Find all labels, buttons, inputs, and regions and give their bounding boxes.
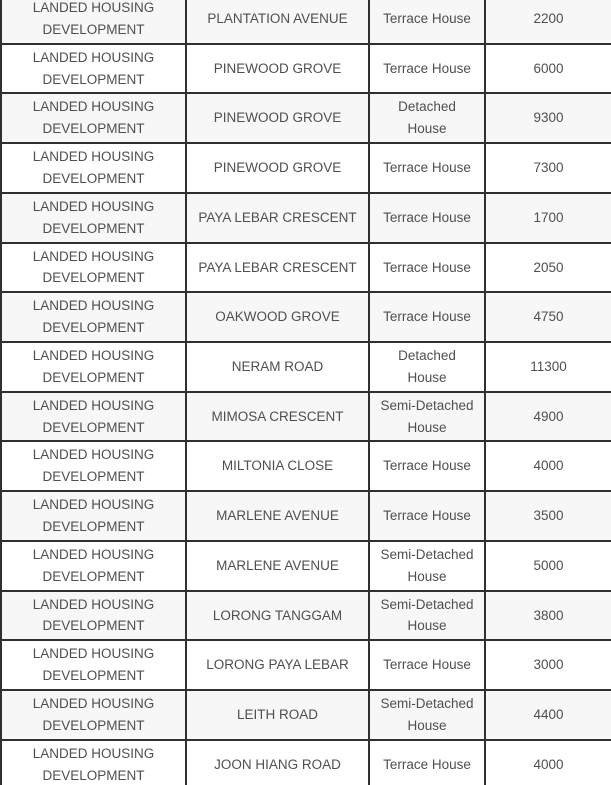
cell-street-name: JOON HIANG ROAD bbox=[186, 740, 369, 785]
cell-value: 9300 bbox=[485, 93, 611, 143]
cell-development-type: LANDED HOUSING DEVELOPMENT bbox=[1, 93, 186, 143]
cell-value: 4750 bbox=[485, 292, 611, 342]
table-row bbox=[1, 292, 611, 342]
table-row bbox=[1, 491, 611, 541]
cell-property-type: Terrace House bbox=[369, 292, 485, 342]
cell-property-type: Terrace House bbox=[369, 193, 485, 243]
cell-property-type: Detached House bbox=[369, 342, 485, 392]
cell-development-type: LANDED HOUSING DEVELOPMENT bbox=[1, 690, 186, 740]
cell-development-type: LANDED HOUSING DEVELOPMENT bbox=[1, 193, 186, 243]
cell-value: 4900 bbox=[485, 392, 611, 442]
table-row bbox=[1, 193, 611, 243]
cell-development-type: LANDED HOUSING DEVELOPMENT bbox=[1, 143, 186, 193]
table-row bbox=[1, 243, 611, 293]
cell-development-type: LANDED HOUSING DEVELOPMENT bbox=[1, 342, 186, 392]
cell-street-name: MILTONIA CLOSE bbox=[186, 441, 369, 491]
table-row bbox=[1, 143, 611, 193]
cell-street-name: MIMOSA CRESCENT bbox=[186, 392, 369, 442]
cell-value: 4000 bbox=[485, 441, 611, 491]
cell-street-name: LEITH ROAD bbox=[186, 690, 369, 740]
cell-development-type: LANDED HOUSING DEVELOPMENT bbox=[1, 640, 186, 690]
cell-property-type: Terrace House bbox=[369, 243, 485, 293]
cell-street-name: NERAM ROAD bbox=[186, 342, 369, 392]
cell-property-type: Semi-Detached House bbox=[369, 541, 485, 591]
cell-street-name: PINEWOOD GROVE bbox=[186, 93, 369, 143]
cell-property-type: Detached House bbox=[369, 93, 485, 143]
cell-property-type: Terrace House bbox=[369, 740, 485, 785]
cell-property-type: Terrace House bbox=[369, 143, 485, 193]
table-body bbox=[1, 0, 611, 785]
table-row bbox=[1, 690, 611, 740]
cell-development-type: LANDED HOUSING DEVELOPMENT bbox=[1, 591, 186, 641]
cell-value: 11300 bbox=[485, 342, 611, 392]
cell-development-type: LANDED HOUSING DEVELOPMENT bbox=[1, 541, 186, 591]
cell-property-type: Terrace House bbox=[369, 640, 485, 690]
table-row bbox=[1, 740, 611, 785]
cell-development-type: LANDED HOUSING DEVELOPMENT bbox=[1, 44, 186, 94]
cell-property-type: Semi-Detached House bbox=[369, 591, 485, 641]
cell-value: 2200 bbox=[485, 0, 611, 44]
table-row bbox=[1, 541, 611, 591]
cell-value: 3800 bbox=[485, 591, 611, 641]
cell-property-type: Semi-Detached House bbox=[369, 690, 485, 740]
table-row bbox=[1, 0, 611, 44]
cell-value: 4000 bbox=[485, 740, 611, 785]
cell-value: 5000 bbox=[485, 541, 611, 591]
table-row bbox=[1, 392, 611, 442]
cell-development-type: LANDED HOUSING DEVELOPMENT bbox=[1, 740, 186, 785]
cell-street-name: LORONG PAYA LEBAR bbox=[186, 640, 369, 690]
cell-value: 4400 bbox=[485, 690, 611, 740]
cell-property-type: Terrace House bbox=[369, 441, 485, 491]
cell-property-type: Semi-Detached House bbox=[369, 392, 485, 442]
cell-street-name: PLANTATION AVENUE bbox=[186, 0, 369, 44]
cell-development-type: LANDED HOUSING DEVELOPMENT bbox=[1, 491, 186, 541]
cell-value: 6000 bbox=[485, 44, 611, 94]
cell-street-name: PAYA LEBAR CRESCENT bbox=[186, 243, 369, 293]
cell-development-type: LANDED HOUSING DEVELOPMENT bbox=[1, 441, 186, 491]
cell-property-type: Terrace House bbox=[369, 0, 485, 44]
cell-development-type: LANDED HOUSING DEVELOPMENT bbox=[1, 392, 186, 442]
table-row bbox=[1, 591, 611, 641]
cell-value: 1700 bbox=[485, 193, 611, 243]
cell-value: 2050 bbox=[485, 243, 611, 293]
cell-street-name: LORONG TANGGAM bbox=[186, 591, 369, 641]
cell-value: 3500 bbox=[485, 491, 611, 541]
cell-development-type: LANDED HOUSING DEVELOPMENT bbox=[1, 292, 186, 342]
cell-property-type: Terrace House bbox=[369, 491, 485, 541]
cell-value: 3000 bbox=[485, 640, 611, 690]
table-row bbox=[1, 441, 611, 491]
table-row bbox=[1, 342, 611, 392]
table-row bbox=[1, 44, 611, 94]
table-row bbox=[1, 640, 611, 690]
cell-development-type: LANDED HOUSING DEVELOPMENT bbox=[1, 243, 186, 293]
cell-street-name: PINEWOOD GROVE bbox=[186, 143, 369, 193]
cell-street-name: MARLENE AVENUE bbox=[186, 541, 369, 591]
cell-street-name: OAKWOOD GROVE bbox=[186, 292, 369, 342]
cell-street-name: MARLENE AVENUE bbox=[186, 491, 369, 541]
cell-value: 7300 bbox=[485, 143, 611, 193]
cell-street-name: PAYA LEBAR CRESCENT bbox=[186, 193, 369, 243]
cell-street-name: PINEWOOD GROVE bbox=[186, 44, 369, 94]
cell-property-type: Terrace House bbox=[369, 44, 485, 94]
cell-development-type: LANDED HOUSING DEVELOPMENT bbox=[1, 0, 186, 44]
table-row bbox=[1, 93, 611, 143]
